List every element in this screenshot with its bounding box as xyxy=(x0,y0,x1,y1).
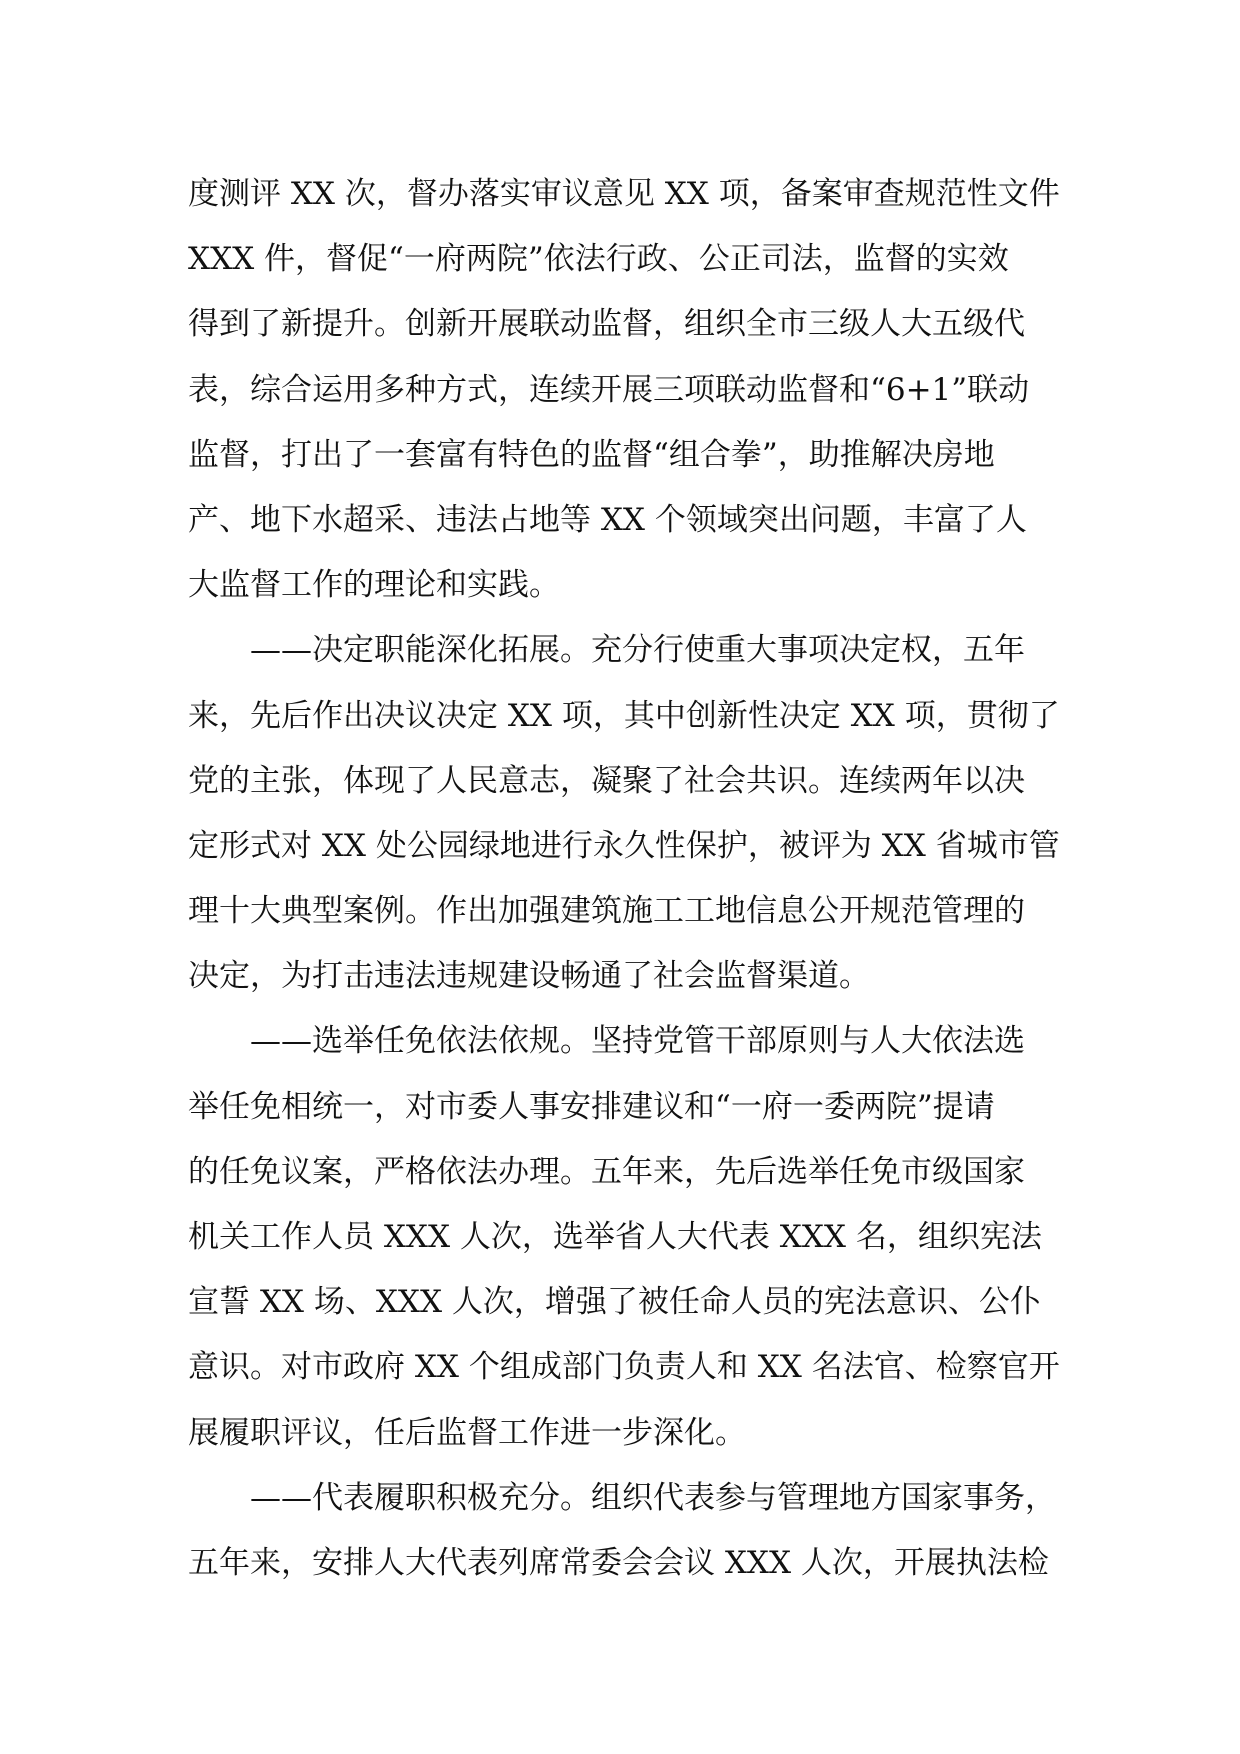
text-line: 五年来，安排人大代表列席常委会会议 XXX 人次，开展执法检 xyxy=(188,1544,1049,1581)
text-line: 党的主张，体现了人民意志，凝聚了社会共识。连续两年以决 xyxy=(188,762,1025,799)
text-line: 决定，为打击违法违规建设畅通了社会监督渠道。 xyxy=(188,958,870,995)
text-line: 机关工作人员 XXX 人次，选举省人大代表 XXX 名，组织宪法 xyxy=(188,1219,1042,1255)
text-line: 产、地下水超采、违法占地等 XX 个领域突出问题，丰富了人 xyxy=(188,501,1027,538)
text-line: 意识。对市政府 XX 个组成部门负责人和 XX 名法官、检察官开 xyxy=(188,1349,1060,1386)
text-line: 定形式对 XX 处公园绿地进行永久性保护，被评为 XX 省城市管 xyxy=(188,827,1060,864)
text-line: 展履职评议，任后监督工作进一步深化。 xyxy=(188,1414,746,1451)
text-line: 监督，打出了一套富有特色的监督“组合拳”，助推解决房地 xyxy=(188,436,995,473)
text-line: XXX 件，督促“一府两院”依法行政、公正司法，监督的实效 xyxy=(188,241,1009,278)
text-line: 度测评 XX 次，督办落实审议意见 XX 项，备案审查规范性文件 xyxy=(188,176,1060,212)
text-line: ——决定职能深化拓展。充分行使重大事项决定权，五年 xyxy=(250,632,1025,669)
text-line: 得到了新提升。创新开展联动监督，组织全市三级人大五级代 xyxy=(188,306,1025,343)
text-line: 来，先后作出决议决定 XX 项，其中创新性决定 XX 项，贯彻了 xyxy=(188,697,1060,734)
text-line: 表，综合运用多种方式，连续开展三项联动监督和“6+1”联动 xyxy=(188,371,1030,408)
text-line: 大监督工作的理论和实践。 xyxy=(188,567,560,604)
text-line: ——选举任免依法依规。坚持党管干部原则与人大依法选 xyxy=(250,1023,1025,1060)
text-line: ——代表履职积极充分。组织代表参与管理地方国家事务， xyxy=(250,1479,1056,1516)
text-line: 宣誓 XX 场、XXX 人次，增强了被任命人员的宪法意识、公仆 xyxy=(188,1284,1041,1321)
text-line: 举任免相统一，对市委人事安排建议和“一府一委两院”提请 xyxy=(188,1088,995,1125)
text-line: 的任免议案，严格依法办理。五年来，先后选举任免市级国家 xyxy=(188,1153,1025,1190)
document-body xyxy=(188,162,1088,1596)
text-line: 理十大典型案例。作出加强建筑施工工地信息公开规范管理的 xyxy=(188,893,1025,930)
